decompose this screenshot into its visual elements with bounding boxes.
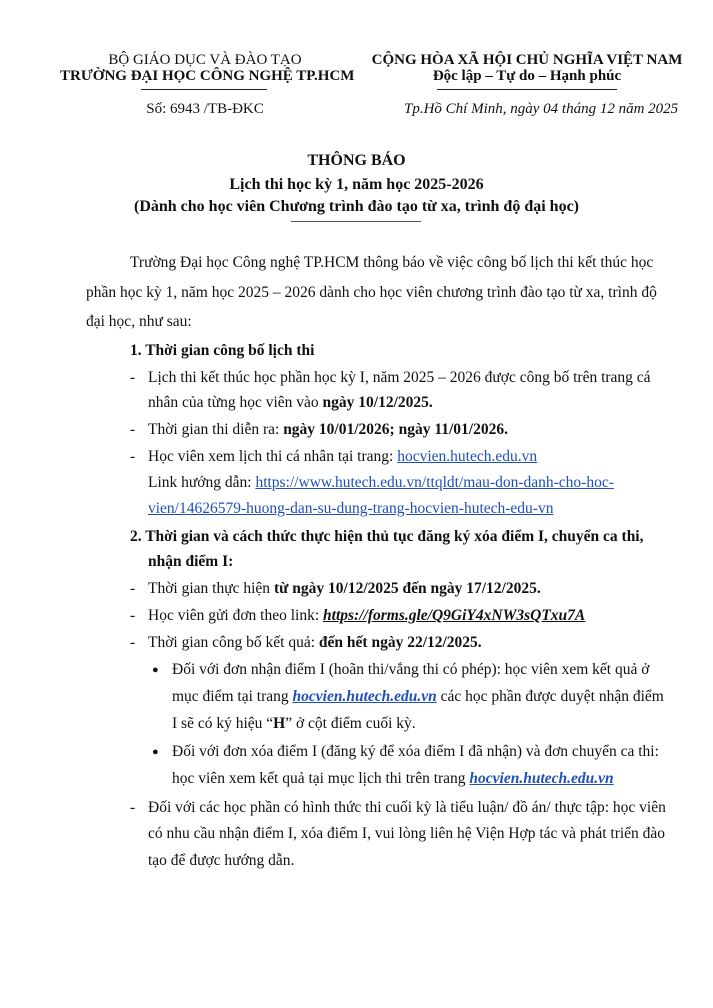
dash-marker: - [130, 634, 136, 651]
dash-marker: - [130, 369, 136, 386]
s2-item4-line3: tạo để được hướng dẫn. [148, 852, 295, 869]
hocvien-portal-link[interactable]: hocvien.hutech.edu.vn [397, 448, 538, 465]
s2-item4-line1: Đối với các học phần có hình thức thi cuối kỳ là tiểu luận/ đồ án/ thực tập: học viên [148, 799, 666, 816]
publish-date: ngày 10/12/2025. [322, 394, 433, 411]
s1-item3: Học viên xem lịch thi cá nhân tại trang: hocvien.hutech.edu.vn [148, 448, 538, 465]
s1-item2: Thời gian thi diễn ra: ngày 10/01/2026; ngày 11/01/2026. [148, 421, 508, 438]
place-and-date: Tp.Hồ Chí Minh, ngày 04 tháng 12 năm 2025 [404, 101, 679, 117]
s2-bullet1-line1: Đối với đơn nhận điểm I (hoãn thi/vắng thi có phép): học viên xem kết quả ở [172, 661, 650, 678]
national-motto: Độc lập – Tự do – Hạnh phúc [432, 68, 622, 84]
s1-item1-line1: Lịch thi kết thúc học phần học kỳ I, năm 2025 – 2026 được công bố trên trang cá [148, 369, 651, 386]
hocvien-portal-link[interactable]: hocvien.hutech.edu.vn [469, 770, 614, 787]
s2-bullet1-line3: I sẽ có ký hiệu “H” ở cột điểm cuối kỳ. [172, 715, 416, 732]
s2-item3: Thời gian công bố kết quả: đến hết ngày 22/12/2025. [148, 634, 482, 651]
submission-period: từ ngày 10/12/2025 đến ngày 17/12/2025. [273, 580, 541, 597]
bullet-dot-icon: ● [152, 746, 159, 758]
s2-item1: Thời gian thực hiện từ ngày 10/12/2025 đến ngày 17/12/2025. [148, 580, 541, 597]
dash-marker: - [130, 580, 136, 597]
dash-marker: - [130, 607, 136, 624]
intro-line-1: Trường Đại học Công nghệ TP.HCM thông báo về việc công bố lịch thi kết thúc học [130, 254, 654, 271]
guide-link-line-1: Link hướng dẫn: https://www.hutech.edu.vn/ttqldt/mau-don-danh-cho-hoc- [148, 474, 614, 491]
intro-line-3: đại học, như sau: [86, 313, 192, 330]
document-number: Số: 6943 /TB-ĐKC [146, 101, 264, 117]
bullet-dot-icon: ● [152, 664, 159, 676]
ministry-name: BỘ GIÁO DỤC VÀ ĐÀO TẠO [108, 52, 302, 68]
notice-subtitle: Lịch thi học kỳ 1, năm học 2025-2026 [229, 176, 484, 193]
result-deadline: đến hết ngày 22/12/2025. [318, 634, 482, 651]
s2-bullet2-line2: học viên xem kết quả tại mục lịch thi trên trang hocvien.hutech.edu.vn [172, 770, 614, 787]
s2-item4-line2: có nhu cầu nhận điểm I, xóa điểm I, vui lòng liên hệ Viện Hợp tác và phát triển đào [148, 825, 666, 842]
university-name: TRƯỜNG ĐẠI HỌC CÔNG NGHỆ TP.HCM [60, 68, 355, 84]
notice-title: THÔNG BÁO [307, 152, 406, 169]
motto-underline [437, 89, 617, 90]
exam-dates: ngày 10/01/2026; ngày 11/01/2026. [283, 421, 508, 438]
section-1-heading: 1. Thời gian công bố lịch thi [130, 342, 315, 359]
university-underline [141, 89, 267, 90]
section-2-heading: 2. Thời gian và cách thức thực hiện thủ tục đăng ký xóa điểm I, chuyển ca thi, [130, 528, 644, 545]
section-2-heading-cont: nhận điểm I: [148, 553, 234, 570]
title-underline [291, 221, 421, 222]
google-form-link[interactable]: https://forms.gle/Q9GiY4xNW3sQTxu7A [323, 607, 586, 624]
guide-link-line-2 [148, 500, 553, 518]
s2-bullet2-line1: Đối với đơn xóa điểm I (đăng ký để xóa điểm I đã nhận) và đơn chuyển ca thi: [172, 743, 659, 760]
guide-link[interactable]: https://www.hutech.edu.vn/ttqldt/mau-don-danh-cho-hoc- [255, 474, 614, 491]
s1-item1-line2: nhân của từng học viên vào ngày 10/12/2025. [148, 394, 433, 411]
dash-marker: - [130, 448, 136, 465]
dash-marker: - [130, 799, 136, 816]
guide-link-continued[interactable]: vien/14626579-huong-dan-su-dung-trang-hocvien-hutech-edu-vn [148, 500, 554, 517]
hocvien-portal-link[interactable]: hocvien.hutech.edu.vn [292, 688, 437, 705]
dash-marker: - [130, 421, 136, 438]
republic-name: CỘNG HÒA XÃ HỘI CHỦ NGHĨA VIỆT NAM [371, 52, 683, 68]
notice-audience: (Dành cho học viên Chương trình đào tạo từ xa, trình độ đại học) [133, 198, 579, 215]
s2-item2: Học viên gửi đơn theo link: https://forms.gle/Q9GiY4xNW3sQTxu7A [148, 607, 586, 624]
intro-line-2: phần học kỳ 1, năm học 2025 – 2026 dành cho học viên chương trình đào tạo từ xa, trình độ [86, 284, 657, 301]
s2-bullet1-line2: mục điểm tại trang hocvien.hutech.edu.vn các học phần được duyệt nhận điểm [172, 688, 664, 705]
